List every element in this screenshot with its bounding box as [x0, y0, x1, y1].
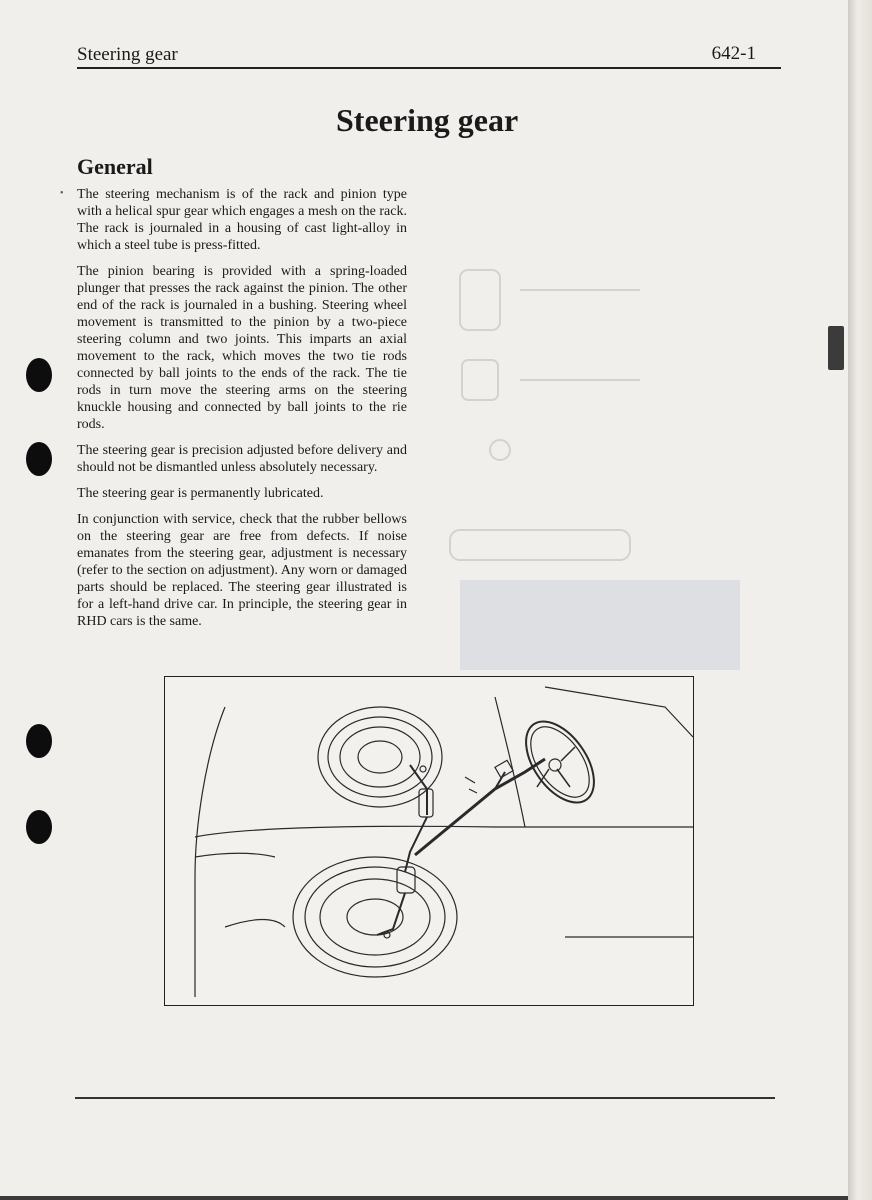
- show-through-shadow: [440, 250, 740, 670]
- paragraph: In conjunction with service, check that the rubber bellows on the steering gear are free from defects. If noise emanates from the steering gear, adjustment is necessary (refer to the section on adjustment). Any worn or damaged parts should be replaced. The steering gear illustrated is for a left-hand drive car. In principle, the steering gear in RHD cars is the same.: [77, 512, 407, 629]
- body-text: [77, 186, 407, 639]
- paragraph: The steering mechanism is of the rack and pinion type with a helical spur gear which engages a mesh on the rack. The rack is journaled in a housing of cast light-alloy in which a steel tube is press-fitted.: [77, 187, 407, 253]
- binder-hole: [26, 810, 52, 844]
- page-title: Steering gear: [336, 102, 519, 138]
- binder-hole: [26, 358, 52, 392]
- paragraph: The steering gear is permanently lubricated.: [77, 486, 324, 501]
- margin-mark: •: [60, 188, 64, 199]
- binder-hole: [26, 442, 52, 476]
- steering-illustration: [164, 676, 694, 1006]
- steering-assembly-illustration-icon: [165, 677, 693, 1005]
- binder-hole: [26, 724, 52, 758]
- footer-rule: [75, 1097, 775, 1099]
- paragraph: The steering gear is precision adjusted before delivery and should not be dismantled unless absolutely necessary.: [77, 443, 407, 475]
- running-title: Steering gear: [77, 44, 178, 65]
- page-number: 642-1: [711, 43, 756, 64]
- paragraph: The pinion bearing is provided with a spring-loaded plunger that presses the rack against the pinion. The other end of the rack is journaled in a bushing. Steering wheel movement is transmitted to the pinion by a two-piece steering column and two joints. This imparts an axial movement to the rack, which moves the two tie rods connected by ball joints to the ends of the rack. The tie rods in turn move the steering arms on the steering knuckle housing and connected by ball joints to the rie rods.: [77, 264, 407, 432]
- page-edge: [848, 0, 872, 1200]
- index-tab-marker: [828, 326, 844, 370]
- section-heading: General: [77, 154, 153, 179]
- header-rule: [77, 67, 781, 69]
